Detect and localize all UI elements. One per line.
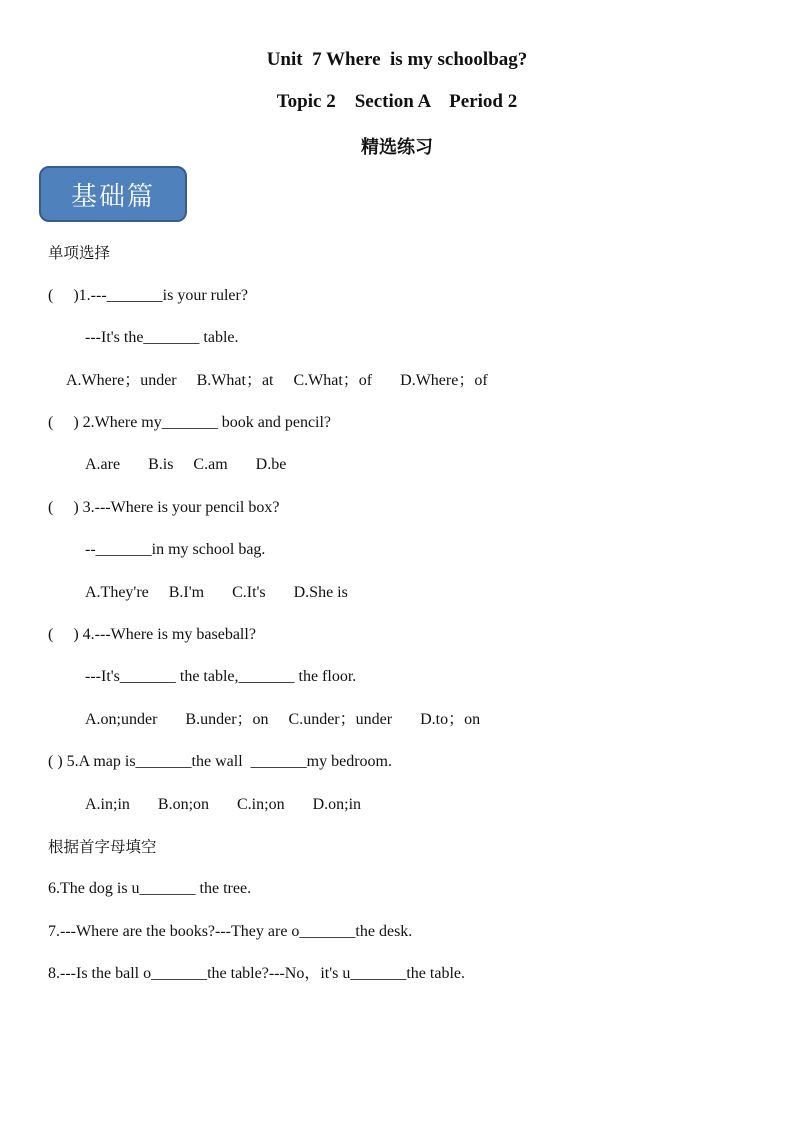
question-8: 8.---Is the ball o_______the table?---No，it's u_______the table. [48, 965, 466, 982]
section-heading-multiple-choice: 单项选择 [48, 244, 111, 262]
question-1-answer-line: ---It's the_______ table. [85, 329, 239, 346]
question-4: ( ) 4.---Where is my baseball? [48, 626, 256, 643]
question-3-options: A.They're B.I'm C.It's D.She is [85, 584, 348, 601]
question-1: ( )1.---_______is your ruler? [48, 287, 248, 304]
question-1-options: A.Where；under B.What；at C.What；of D.Where；of [66, 372, 488, 389]
question-4-answer-line: ---It's_______ the table,_______ the floor. [85, 668, 357, 685]
question-2-options: A.are B.is C.am D.be [85, 456, 287, 473]
section-heading-fill-in: 根据首字母填空 [48, 838, 157, 856]
basic-level-badge: 基础篇 [39, 166, 187, 222]
question-6: 6.The dog is u_______ the tree. [48, 880, 252, 897]
exercise-label: 精选练习 [361, 137, 433, 158]
topic-section-period: Topic 2 Section A Period 2 [276, 91, 518, 112]
question-5-options: A.in;in B.on;on C.in;on D.on;in [85, 796, 362, 813]
question-7: 7.---Where are the books?---They are o_______the desk. [48, 923, 413, 940]
question-4-options: A.on;under B.under；on C.under；under D.to；on [85, 711, 481, 728]
question-3: ( ) 3.---Where is your pencil box? [48, 499, 280, 516]
unit-title: Unit 7 Where is my schoolbag? [266, 49, 528, 70]
question-2: ( ) 2.Where my_______ book and pencil? [48, 414, 332, 431]
question-3-answer-line: --_______in my school bag. [85, 541, 266, 558]
question-5: ( ) 5.A map is_______the wall _______my bedroom. [48, 753, 392, 770]
